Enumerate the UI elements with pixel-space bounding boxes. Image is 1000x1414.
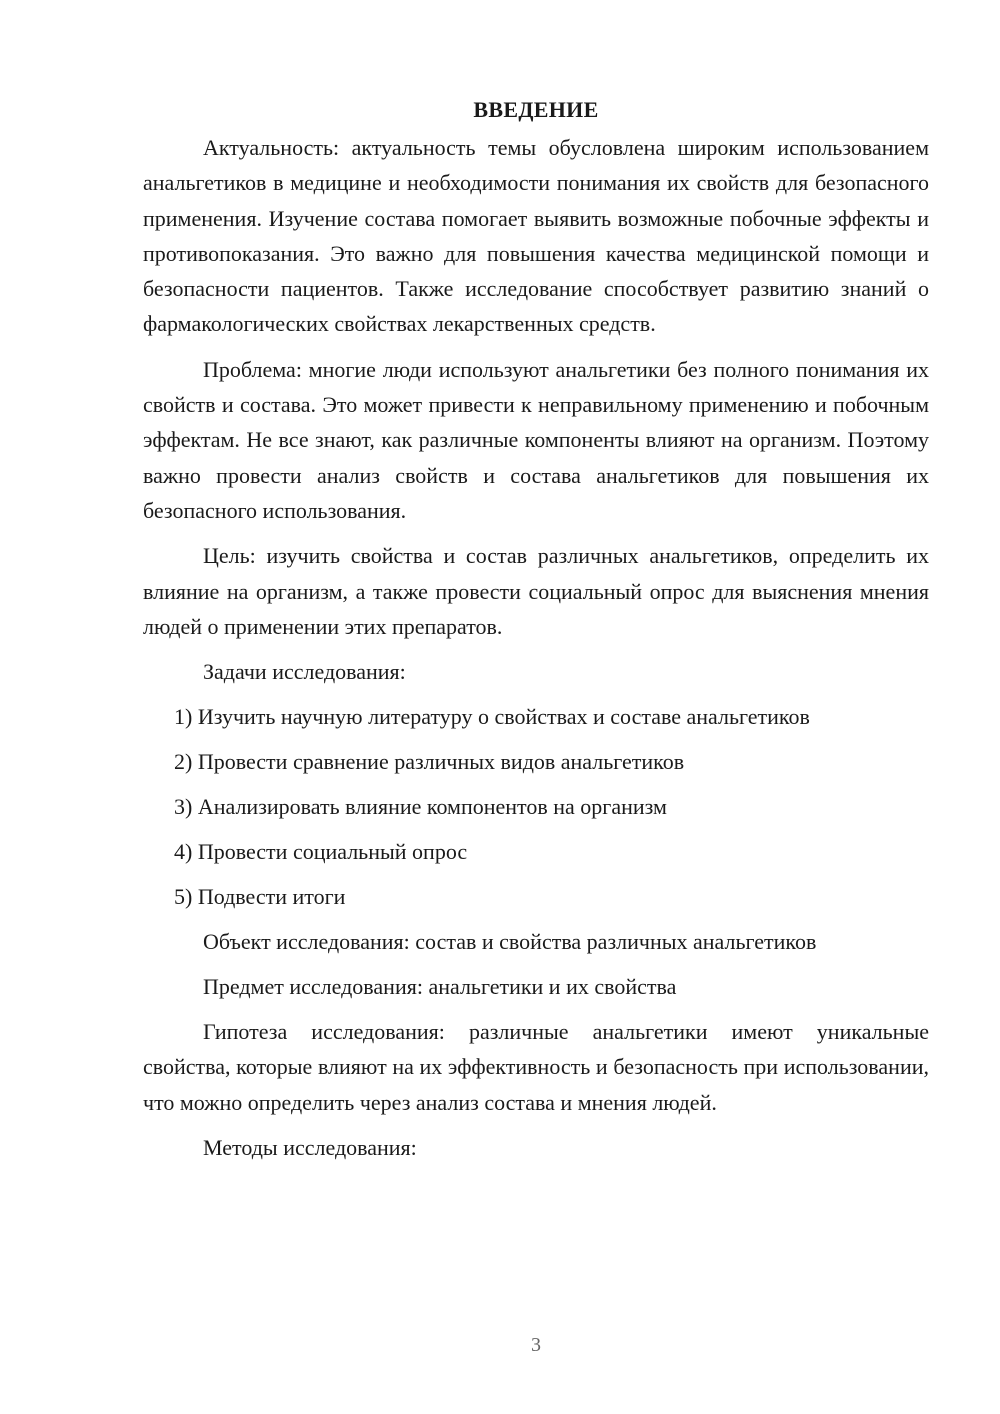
hypothesis-paragraph: Гипотеза исследования: различные анальгетики имеют уникальные свойства, которые влияют на их эффективность и безопасность при использовании, что можно определить через анализ состава и мнения людей. [143,1019,929,1115]
tasks-heading: Задачи исследования: [203,659,406,685]
tasks-list [143,699,929,914]
problem-paragraph: Проблема: многие люди используют анальгетики без полного понимания их свойств и состава. Это может привести к неправильному применению и побочным эффектам. Не все знают, как различные компоненты влияют на организм. Поэтому важно провести анализ свойств и состава анальгетиков для повышения их безопасного использования. [143,356,929,523]
methods-heading: Методы исследования: [203,1135,417,1161]
task-item: 2) Провести сравнение различных видов анальгетиков [174,749,685,775]
goal-paragraph: Цель: изучить свойства и состав различных анальгетиков, определить их влияние на организм, а также провести социальный опрос для выяснения мнения людей о применении этих препаратов. [143,543,929,639]
section-title: ВВЕДЕНИЕ [473,97,599,122]
task-item: 1) Изучить научную литературу о свойствах и составе анальгетиков [174,704,810,730]
relevance-paragraph: Актуальность: актуальность темы обусловлена широким использованием анальгетиков в медицине и необходимости понимания их свойств для безопасного применения. Изучение состава помогает выявить возможные побочные эффекты и противопоказания. Это важно для повышения качества медицинской помощи и безопасности пациентов. Также исследование способствует развитию знаний о фармакологических свойствах лекарственных средств. [143,135,929,337]
document-page [143,92,929,1175]
task-item: 3) Анализировать влияние компонентов на организм [174,794,667,820]
research-subject: Предмет исследования: анальгетики и их свойства [203,974,677,1000]
research-object: Объект исследования: состав и свойства различных анальгетиков [203,929,817,955]
task-item: 5) Подвести итоги [174,884,346,910]
task-item: 4) Провести социальный опрос [174,839,468,865]
page-number: 3 [531,1334,541,1356]
